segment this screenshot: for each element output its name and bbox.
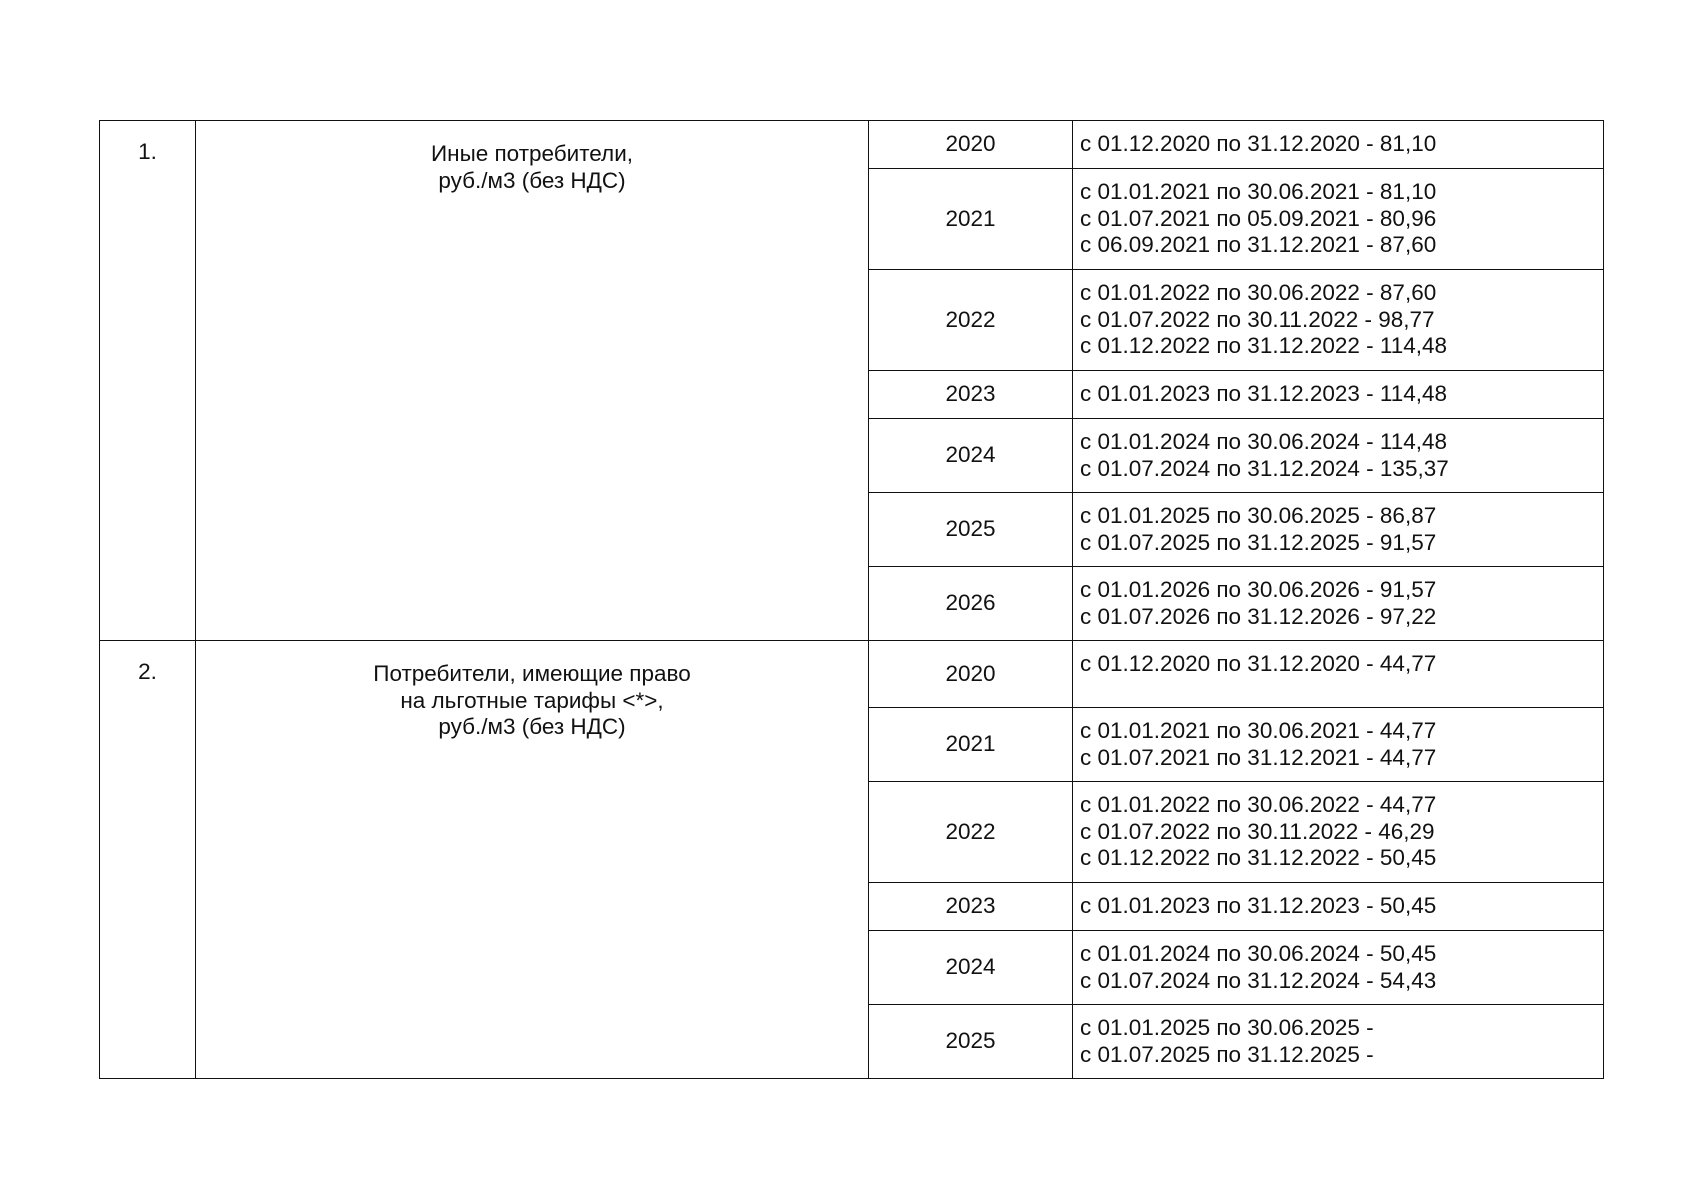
- period-cell: [1073, 641, 1604, 708]
- period-line: с 01.01.2024 по 30.06.2024 - 50,45: [1080, 941, 1437, 966]
- period-line: с 01.12.2020 по 31.12.2020 - 44,77: [1080, 651, 1437, 676]
- period-line: с 01.07.2024 по 31.12.2024 - 54,43: [1080, 967, 1437, 993]
- year-cell: 2020: [869, 121, 1073, 169]
- period-line: с 01.12.2022 по 31.12.2022 - 114,48: [1080, 333, 1448, 359]
- period-line: с 01.01.2025 по 30.06.2025 -: [1080, 1015, 1374, 1040]
- period-line: с 01.07.2021 по 05.09.2021 - 80,96: [1080, 205, 1437, 231]
- year-cell: 2022: [869, 782, 1073, 883]
- category-line: руб./м3 (без НДС): [438, 714, 626, 739]
- period-line: с 01.07.2022 по 30.11.2022 - 46,29: [1080, 818, 1435, 844]
- period-cell: [1073, 270, 1604, 371]
- year-cell: 2021: [869, 169, 1073, 270]
- year-cell: 2021: [869, 708, 1073, 782]
- period-line: с 01.07.2025 по 31.12.2025 - 91,57: [1080, 529, 1437, 555]
- period-cell: [1073, 371, 1604, 419]
- period-line: с 06.09.2021 по 31.12.2021 - 87,60: [1080, 232, 1437, 258]
- category-cell: [196, 641, 869, 1079]
- period-line: с 01.07.2021 по 31.12.2021 - 44,77: [1080, 744, 1437, 770]
- tariff-table: [99, 120, 1604, 1079]
- period-cell: [1073, 782, 1604, 883]
- year-cell: 2026: [869, 567, 1073, 641]
- category-line: Потребители, имеющие право: [373, 661, 691, 686]
- period-line: с 01.07.2026 по 31.12.2026 - 97,22: [1080, 603, 1437, 629]
- year-cell: 2024: [869, 419, 1073, 493]
- period-line: с 01.01.2022 по 30.06.2022 - 87,60: [1080, 280, 1437, 306]
- period-line: с 01.01.2022 по 30.06.2022 - 44,77: [1080, 792, 1437, 818]
- section-number: 2.: [100, 641, 196, 1079]
- period-cell: [1073, 931, 1604, 1005]
- period-cell: [1073, 493, 1604, 567]
- period-line: с 01.01.2026 по 30.06.2026 - 91,57: [1080, 577, 1437, 602]
- category-line: на льготные тарифы <*>,: [400, 687, 664, 713]
- table-row: [100, 121, 1604, 169]
- year-cell: 2020: [869, 641, 1073, 708]
- period-line: с 01.12.2022 по 31.12.2022 - 50,45: [1080, 845, 1437, 871]
- period-cell: [1073, 708, 1604, 782]
- category-line: руб./м3 (без НДС): [438, 167, 626, 193]
- period-line: с 01.01.2025 по 30.06.2025 - 86,87: [1080, 503, 1437, 528]
- period-line: с 01.07.2024 по 31.12.2024 - 135,37: [1080, 455, 1449, 481]
- period-cell: [1073, 567, 1604, 641]
- period-line: с 01.07.2025 по 31.12.2025 -: [1080, 1041, 1374, 1067]
- year-cell: 2025: [869, 493, 1073, 567]
- period-line: с 01.01.2021 по 30.06.2021 - 81,10: [1080, 179, 1437, 205]
- period-cell: [1073, 121, 1604, 169]
- period-cell: [1073, 169, 1604, 270]
- section-number: 1.: [100, 121, 196, 641]
- category-line: Иные потребители,: [430, 141, 634, 166]
- period-line: с 01.01.2023 по 31.12.2023 - 50,45: [1080, 893, 1437, 919]
- period-line: с 01.01.2023 по 31.12.2023 - 114,48: [1080, 381, 1448, 407]
- year-cell: 2023: [869, 883, 1073, 931]
- year-cell: 2023: [869, 371, 1073, 419]
- period-cell: [1073, 419, 1604, 493]
- year-cell: 2025: [869, 1005, 1073, 1079]
- period-line: с 01.07.2022 по 30.11.2022 - 98,77: [1080, 306, 1435, 332]
- year-cell: 2022: [869, 270, 1073, 371]
- year-cell: 2024: [869, 931, 1073, 1005]
- period-line: с 01.12.2020 по 31.12.2020 - 81,10: [1080, 131, 1437, 157]
- period-cell: [1073, 883, 1604, 931]
- table-row: [100, 641, 1604, 708]
- period-line: с 01.01.2024 по 30.06.2024 - 114,48: [1080, 429, 1448, 454]
- period-cell: [1073, 1005, 1604, 1079]
- period-line: с 01.01.2021 по 30.06.2021 - 44,77: [1080, 718, 1437, 743]
- category-cell: [196, 121, 869, 641]
